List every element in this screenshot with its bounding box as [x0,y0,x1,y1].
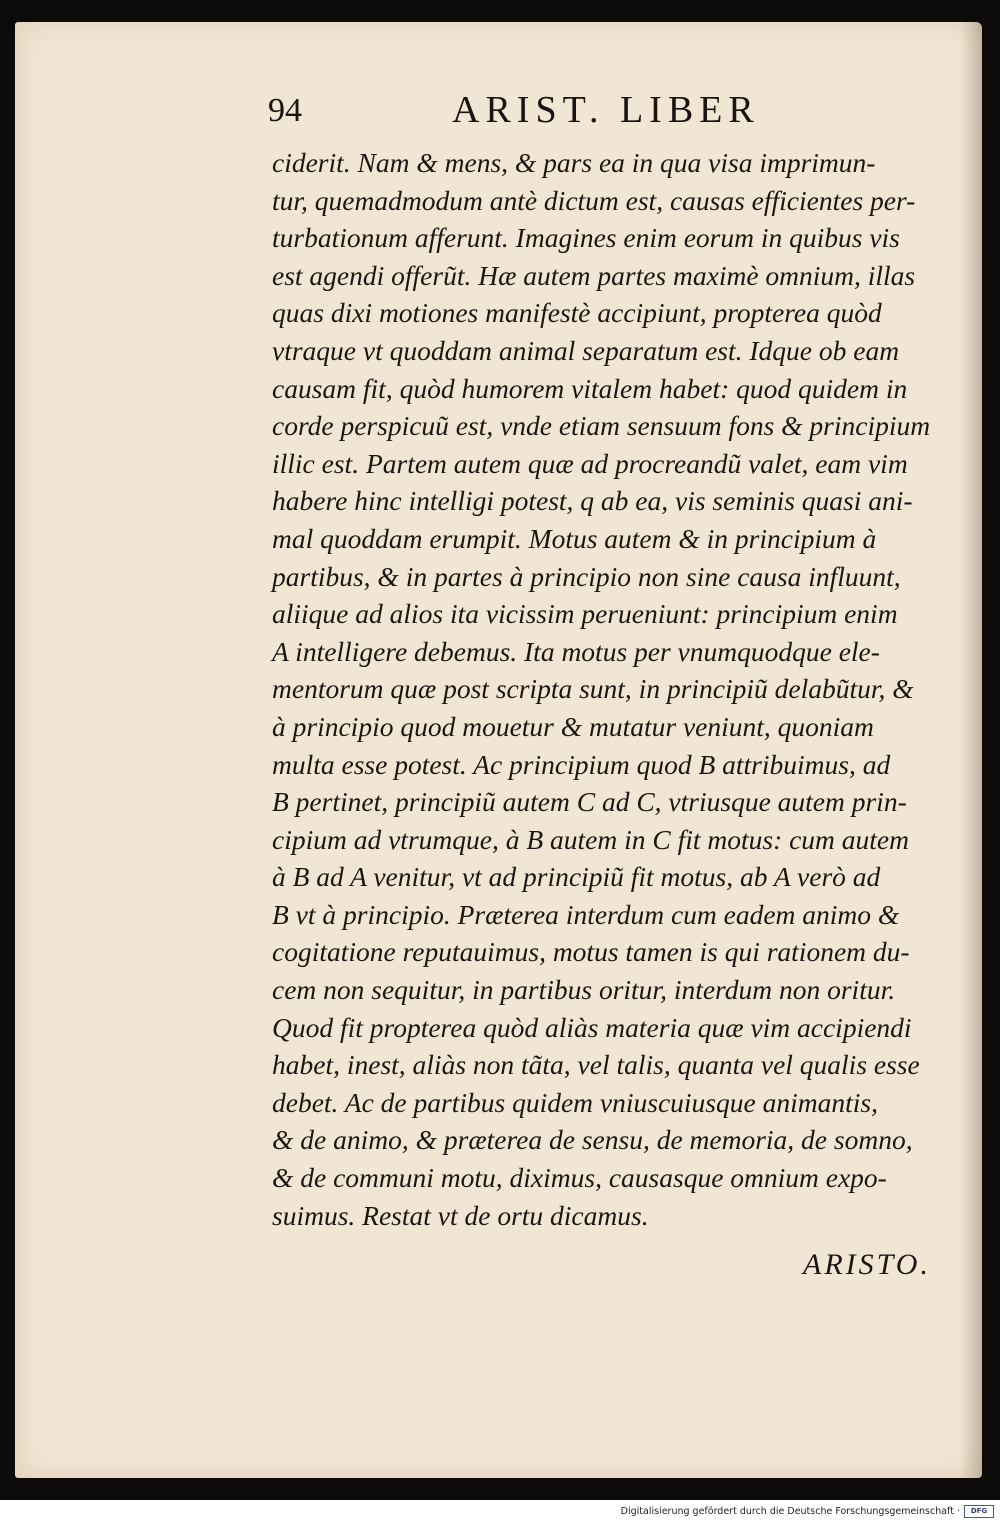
text-line: cipium ad vtrumque, à B autem in C fit motus: cum autem [272,823,909,855]
text-line: tur, quemadmodum antè dictum est, causas efficientes per- [272,184,916,216]
dfg-logo: DFG [964,1505,994,1518]
text-line: habere hinc intelligi potest, q ab ea, vis seminis quasi ani- [272,485,913,517]
page-header [268,88,828,138]
body-text [272,144,972,1234]
text-line: mentorum quæ post scripta sunt, in principiũ delabũtur, & [272,673,914,705]
text-line: à B ad A venitur, vt ad principiũ fit motus, ab A verò ad [272,861,881,893]
text-line: debet. Ac de partibus quidem vniuscuiusque animantis, [272,1086,878,1118]
text-line: vtraque vt quoddam animal separatum est. Idque ob eam [272,334,900,366]
text-line: est agendi offerũt. Hæ autem partes maximè omnium, illas [272,259,916,291]
text-line: quas dixi motiones manifestè accipiunt, propterea quòd [272,297,882,329]
text-line: illic est. Partem autem quæ ad procreandũ valet, eam vim [272,447,908,479]
text-line: partibus, & in partes à principio non sine causa influunt, [272,560,901,592]
text-line: A intelligere debemus. Ita motus per vnumquodque ele- [272,635,880,667]
text-line: B pertinet, principiũ autem C ad C, vtriusque autem prin- [272,786,907,818]
text-line: causam fit, quòd humorem vitalem habet: quod quidem in [272,372,908,404]
text-line: corde perspicuũ est, vnde etiam sensuum fons & principium [272,410,931,442]
text-line: B vt à principio. Præterea interdum cum eadem animo & [272,898,900,930]
text-line: mal quoddam erumpit. Motus autem & in principium à [272,522,877,554]
funding-credit: Digitalisierung gefördert durch die Deutsche Forschungsgemeinschaft · [620,1506,960,1517]
text-line: & de communi motu, diximus, causasque omnium expo- [272,1162,887,1194]
text-line: & de animo, & præterea de sensu, de memoria, de somno, [272,1124,913,1156]
text-line: ciderit. Nam & mens, & pars ea in qua visa imprimun- [272,147,876,178]
text-line: cogitatione reputauimus, motus tamen is qui rationem du- [272,936,910,968]
footer-bar [0,1500,1000,1524]
text-line: cem non sequitur, in partibus oritur, interdum non oritur. [272,974,896,1006]
page-number: 94 [268,92,302,129]
text-line: habet, inest, aliàs non tãta, vel talis, quanta vel qualis esse [272,1049,920,1081]
text-line: suimus. Restat vt de ortu dicamus. [272,1199,649,1231]
text-line: à principio quod mouetur & mutatur veniunt, quoniam [272,710,874,742]
text-line: Quod fit propterea quòd aliàs materia quæ vim accipiendi [272,1011,912,1043]
text-line: turbationum afferunt. Imagines enim eorum in quibus vis [272,222,900,254]
text-line: aliique ad alios ita vicissim perueniunt: principium enim [272,598,898,630]
text-line: multa esse potest. Ac principium quod B attribuimus, ad [272,748,891,780]
catchword: ARISTO. [803,1248,931,1281]
running-head: ARIST. LIBER [452,89,760,131]
